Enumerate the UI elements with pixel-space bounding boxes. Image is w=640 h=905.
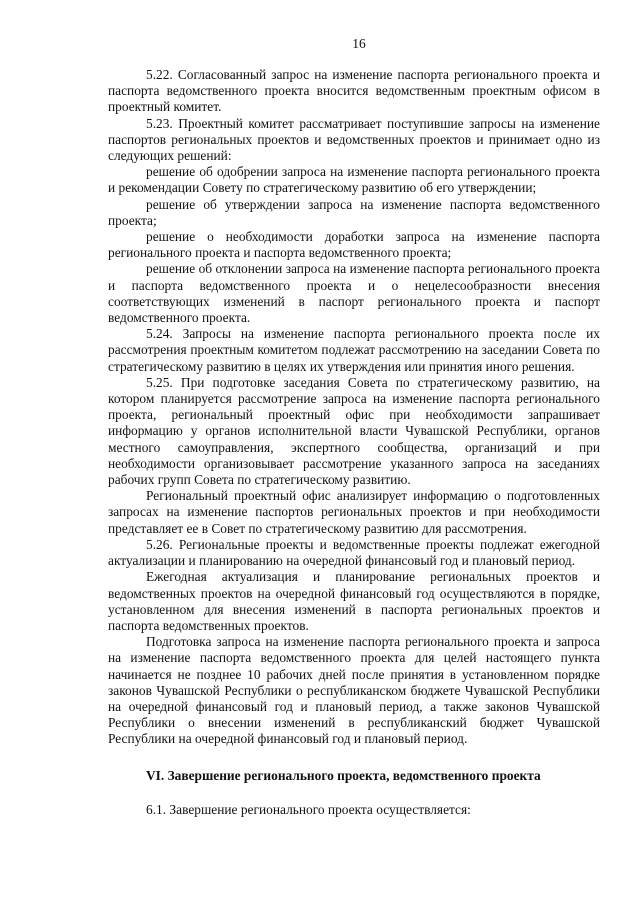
page-number: 16 [352, 36, 366, 51]
decision-approve: решение об одобрении запроса на изменение паспорта регионального проекта и рекомендации Совету по стратегическому развитию об его утверждении; [108, 164, 600, 196]
paragraph-5-26: 5.26. Региональные проекты и ведомственные проекты подлежат ежегодной актуализации и планированию на очередной финансовый год и плановый период. [108, 536, 600, 569]
decision-confirm: решение об утверждении запроса на изменение паспорта ведомственного проекта; [108, 196, 600, 228]
paragraph-6-1: 6.1. Завершение регионального проекта осуществляется: [146, 801, 471, 817]
document-body [108, 67, 600, 818]
paragraph-5-22: 5.22. Согласованный запрос на изменение паспорта регионального проекта и паспорта ведомственного проекта вносится ведомственным проектным офисом в проектный комитет. [108, 67, 600, 115]
paragraph-request-preparation: Подготовка запроса на изменение паспорта регионального проекта и запроса на изменение паспорта ведомственного проекта для целей настоящего пункта начинается не позднее 10 рабочих дней после принятия в установленном порядке законов Чувашской Республики о республиканском бюджете Чувашской Республики на очередной финансовый год и плановый период, а также законов Чувашской Республики о внесении изменений в республиканский бюджет Чувашской Республики на очередной финансовый год и плановый период. [108, 634, 600, 747]
paragraph-5-23: 5.23. Проектный комитет рассматривает поступившие запросы на изменение паспортов региональных проектов и ведомственных проектов и принимает одно из следующих решений: [108, 115, 600, 164]
decision-rework: решение о необходимости доработки запроса на изменение паспорта регионального проекта и паспорта ведомственного проекта; [108, 229, 600, 261]
paragraph-office-analysis: Региональный проектный офис анализирует информацию о подготовленных запросах на изменение паспортов региональных проектов и при необходимости представляет ее в Совет по стратегическому развитию для рассмотрения. [108, 488, 600, 536]
paragraph-annual-update: Ежегодная актуализация и планирование региональных проектов и ведомственных проектов на очередной финансовый год осуществляются в порядке, установленном для внесения изменений в паспорта региональных проектов и паспорта ведомственных проектов. [108, 569, 600, 633]
paragraph-5-25: 5.25. При подготовке заседания Совета по стратегическому развитию, на котором планируется рассмотрение запроса на изменение паспорта регионального проекта, региональный проектный офис при необходимости запрашивает информацию у органов исполнительной власти Чувашской Республики, органов местного самоуправления, экспертного сообщества, организаций и при необходимости организовывает рассмотрение указанного запроса на заседаниях рабочих групп Совета по стратегическому развитию. [108, 374, 600, 488]
paragraph-5-24: 5.24. Запросы на изменение паспорта регионального проекта после их рассмотрения проектным комитетом подлежат рассмотрению на заседании Совета по стратегическому развитию в целях их утверждения или принятия иного решения. [108, 326, 600, 374]
decision-reject: решение об отклонении запроса на изменение паспорта регионального проекта и паспорта ведомственного проекта и о нецелесообразности внесения соответствующих изменений в паспорт регионального проекта и паспорт ведомственного проекта. [108, 261, 600, 326]
section-heading: VI. Завершение регионального проекта, ведомственного проекта [146, 767, 541, 783]
